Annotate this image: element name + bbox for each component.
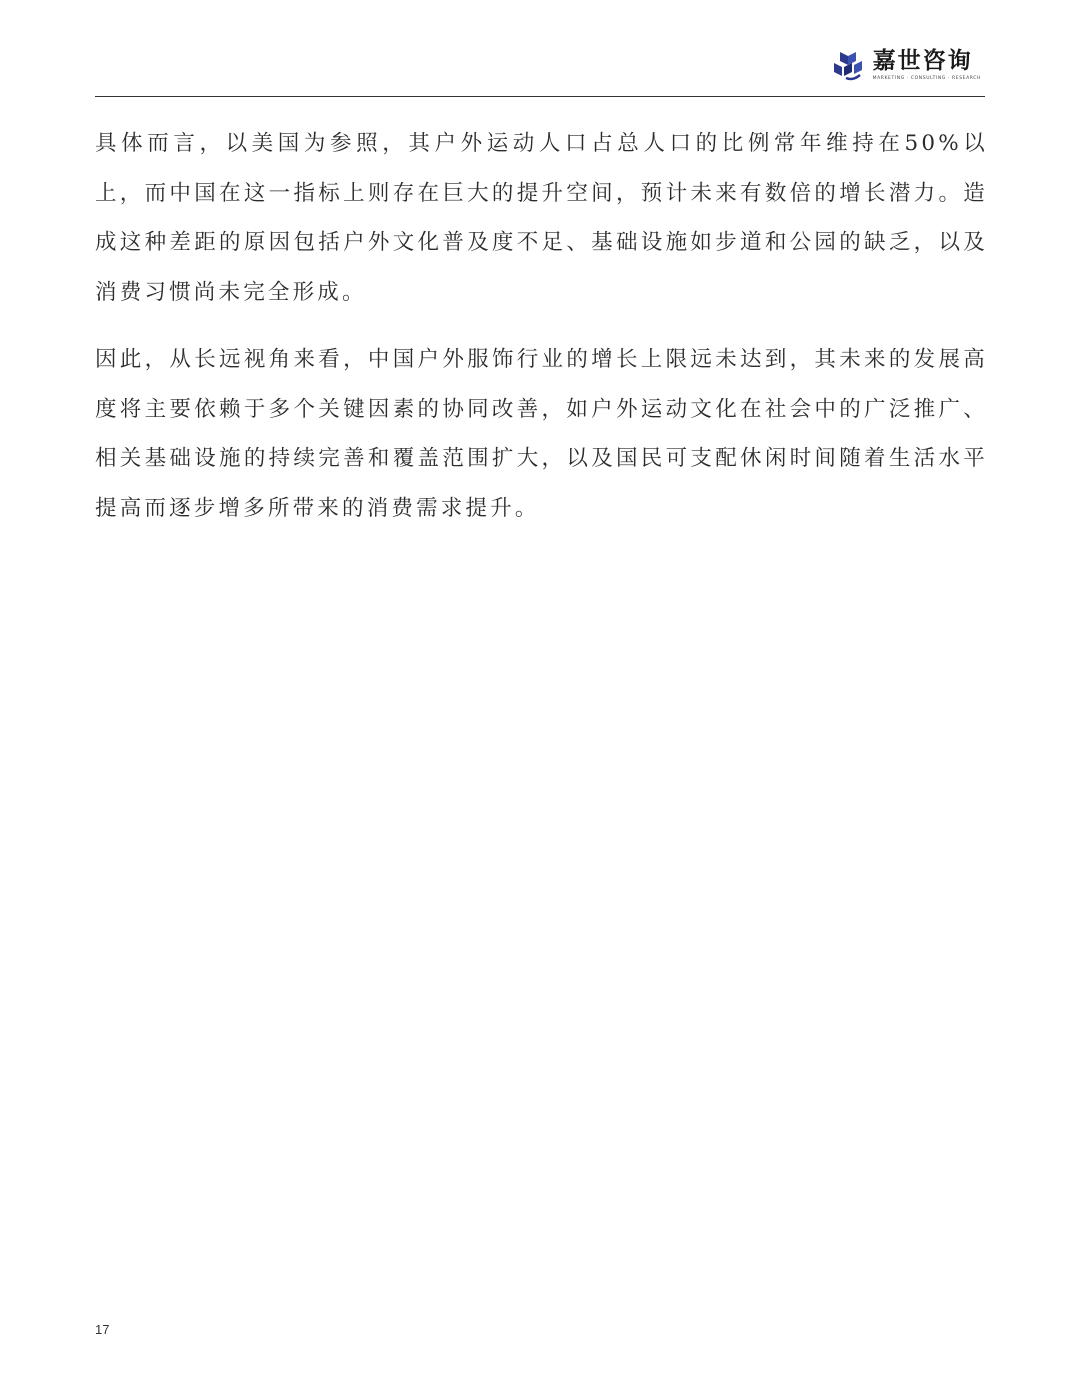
brand-name: 嘉世咨询 [872, 48, 973, 74]
page-number: 17 [95, 1322, 110, 1337]
brand-tagline: MARKETING · CONSULTING · RESEARCH [872, 76, 981, 81]
page-header [95, 40, 985, 97]
body-text [95, 119, 988, 551]
paragraph-2: 因此，从长远视角来看，中国户外服饰行业的增长上限远未达到，其未来的发展高度将主要依赖于多个关键因素的协同改善，如户外运动文化在社会中的广泛推广、相关基础设施的持续完善和覆盖范围扩大，以及国民可支配休闲时间随着生活水平提高而逐步增多所带来的消费需求提升。 [95, 347, 988, 521]
paragraph-1: 具体而言，以美国为参照，其户外运动人口占总人口的比例常年维持在50%以上，而中国在这一指标上则存在巨大的提升空间，预计未来有数倍的增长潜力。造成这种差距的原因包括户外文化普及度不足、基础设施如步道和公园的缺乏，以及消费习惯尚未完全形成。 [95, 131, 988, 305]
brand-logo [831, 48, 981, 82]
jiashi-cube-logo-icon [831, 48, 865, 82]
